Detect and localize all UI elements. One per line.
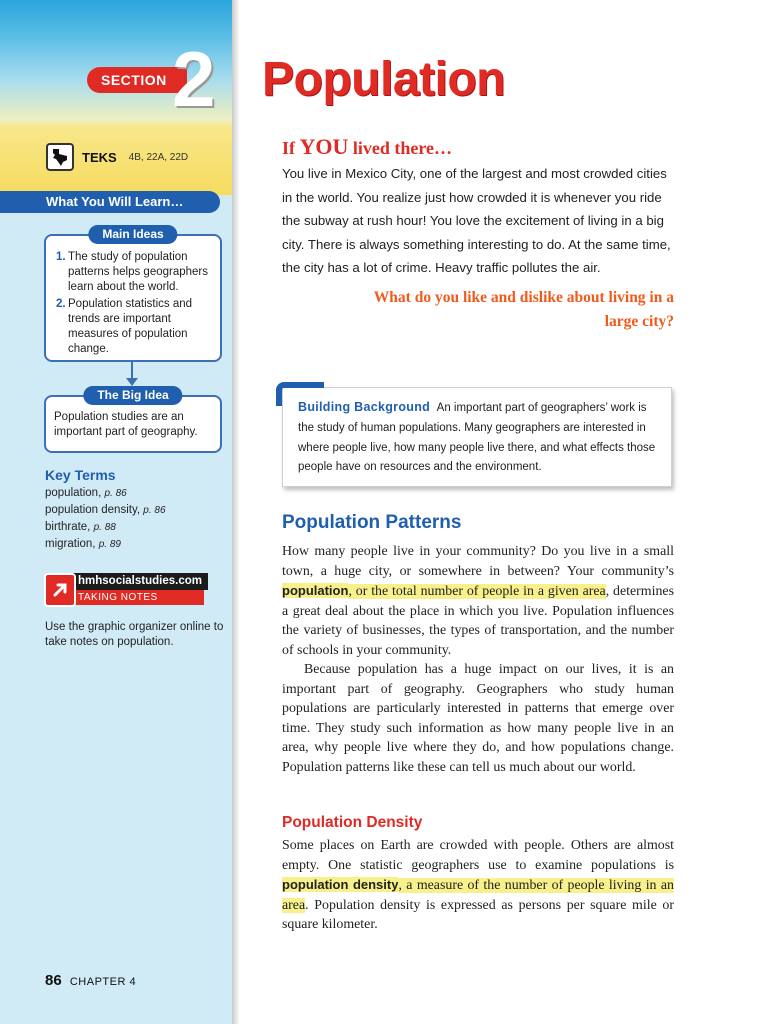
key-term-item: population, p. 86 xyxy=(45,487,127,499)
main-idea-item xyxy=(56,297,212,357)
key-terms xyxy=(45,467,166,553)
if-you-lived-there-heading: If YOU lived there… xyxy=(282,134,453,159)
teks-label: TEKS xyxy=(82,149,117,165)
building-background-box xyxy=(282,387,672,487)
big-idea-box xyxy=(44,388,222,453)
main-idea-text: Population statistics and trends are important measures of population change. xyxy=(68,298,193,355)
section-badge: SECTION xyxy=(87,67,187,93)
building-background-text: An important part of geographers’ work is the study of human populations. Many geographers are interested in where people live, how many people live there, and what effects those people have on resources and the environment. xyxy=(298,402,656,474)
texas-map-icon xyxy=(46,143,74,171)
main-idea-item xyxy=(56,250,212,295)
what-you-will-learn-bar: What You Will Learn… xyxy=(0,191,220,213)
arrow-link-icon xyxy=(44,573,76,607)
site-link[interactable]: hmhsocialstudies.com xyxy=(72,573,208,590)
taking-notes-link[interactable] xyxy=(44,573,208,609)
paragraph: Some places on Earth are crowded with people. Others are almost empty. One statistic geographers use to examine populations is population density, a measure of the number of people living in an area. Population density is expressed as persons per square mile or square kilometer. xyxy=(282,838,674,932)
page-title: Population xyxy=(262,53,505,106)
section-number: 2 xyxy=(172,35,216,123)
term-definition: , a measure of the number of people living in an area xyxy=(282,878,674,913)
key-term-item: population density, p. 86 xyxy=(45,504,166,516)
taking-notes-text: Use the graphic organizer online to take notes on population. xyxy=(45,621,224,648)
population-density-heading: Population Density xyxy=(282,814,423,831)
box-corner-accent xyxy=(276,382,324,406)
key-term-item: migration, p. 89 xyxy=(45,538,121,550)
key-term-population: population xyxy=(282,583,349,598)
population-patterns-heading: Population Patterns xyxy=(282,512,462,533)
arrow-down-icon xyxy=(126,378,138,386)
term-definition: , or the total number of people in a given area xyxy=(348,584,606,599)
key-term-item: birthrate, p. 88 xyxy=(45,521,116,533)
big-idea-title: The Big Idea xyxy=(83,386,182,405)
main-ideas-title: Main Ideas xyxy=(88,225,177,244)
key-terms-title: Key Terms xyxy=(45,467,116,483)
teks-row xyxy=(46,143,188,171)
key-term-population-density: population density xyxy=(282,877,399,892)
page-edge-shadow xyxy=(232,0,240,1024)
teks-codes: 4B, 22A, 22D xyxy=(128,151,189,163)
scenario-question: What do you like and dislike about living in a large city? xyxy=(373,289,674,330)
main-ideas-list xyxy=(56,250,212,357)
main-idea-number: 1. xyxy=(56,251,66,263)
main-ideas-box xyxy=(44,227,222,362)
paragraph: How many people live in your community? Do you live in a small town, a huge city, or somewhere in between? Your community’s population, or the total number of people in a given area, determines a great deal about the place in which you live. Population influences the variety of businesses, the types of transportation, and the number of schools in your community. xyxy=(282,544,674,658)
page-number: 86 xyxy=(45,972,62,989)
paragraph: Because population has a huge impact on our lives, it is an important part of geography. Geographers who study human populations are particularly interested in patterns that emerge over time. They study such information as how many people live in an area, why people live where they do, and how populations change. Population patterns like these can tell us much about our world. xyxy=(282,662,674,775)
taking-notes-label: TAKING NOTES xyxy=(72,590,204,605)
page-footer xyxy=(45,972,136,989)
building-background-heading: Building Background xyxy=(298,400,431,414)
scenario-text: You live in Mexico City, one of the largest and most crowded cities in the world. You realize just how crowded it is whenever you ride the subway at rush hour! You love the excitement of living in a big city. There is always something interesting to do. At the same time, the city has a lot of crime. Heavy traffic pollutes the air. xyxy=(282,166,671,276)
main-idea-text: The study of population patterns helps geographers learn about the world. xyxy=(68,251,209,293)
chapter-label: CHAPTER 4 xyxy=(69,976,137,988)
big-idea-text: Population studies are an important part of geography. xyxy=(54,411,198,438)
main-idea-number: 2. xyxy=(56,298,66,310)
